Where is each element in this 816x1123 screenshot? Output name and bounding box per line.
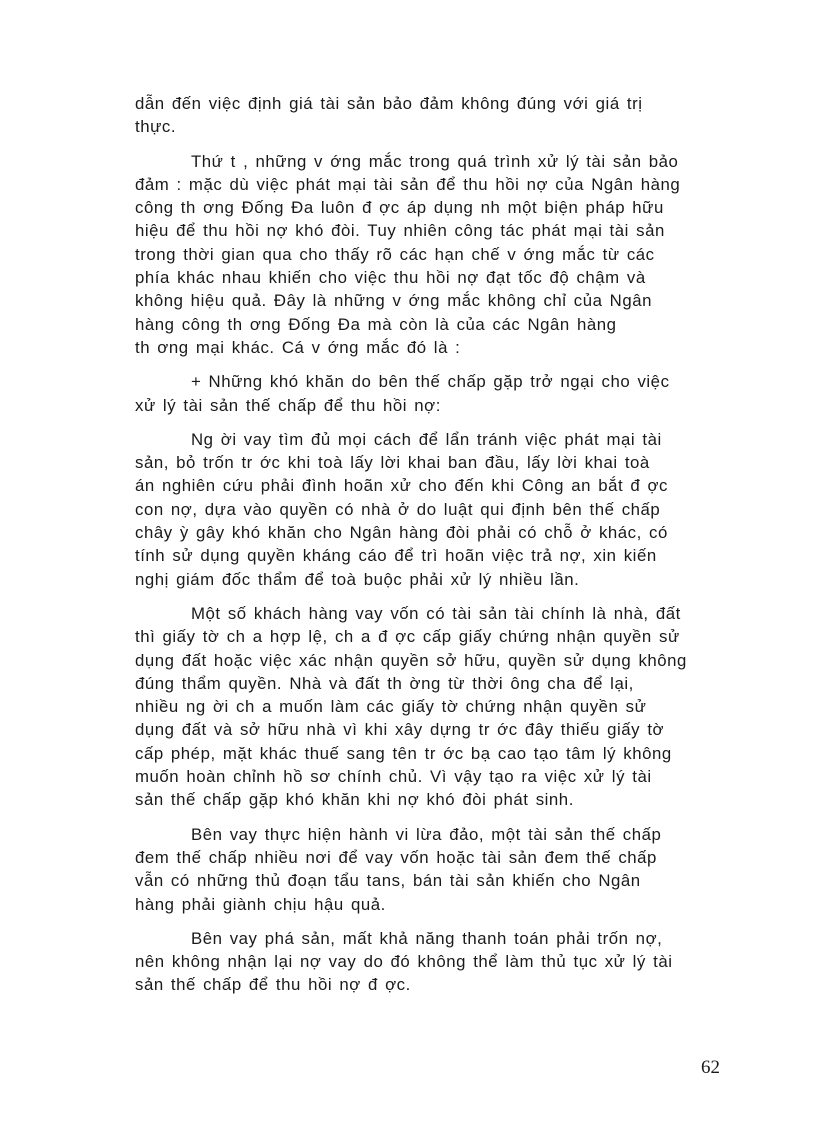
- text-line: Ng ời vay tìm đủ mọi cách để lẩn tránh việc phát mại tài: [191, 429, 662, 449]
- document-body: [135, 92, 719, 1008]
- page-number: 62: [701, 1057, 720, 1078]
- text-line: thực.: [135, 117, 177, 137]
- text-line: trong thời gian qua cho thấy rõ các hạn chế v ớng mắc từ các: [135, 244, 655, 264]
- text-line: nhiều ng ời ch a muốn làm các giấy tờ chứng nhận quyền sử: [135, 697, 647, 717]
- text-line: Một số khách hàng vay vốn có tài sản tài chính là nhà, đất: [191, 603, 681, 623]
- text-line: công th ơng Đống Đa luôn đ ợc áp dụng nh một biện pháp hữu: [135, 198, 664, 218]
- text-line: cấp phép, mặt khác thuế sang tên tr ớc bạ cao tạo tâm lý không: [135, 743, 672, 763]
- text-line: xử lý tài sản thế chấp để thu hồi nợ:: [135, 395, 441, 415]
- text-line: tính sử dụng quyền kháng cáo để trì hoãn việc trả nợ, xin kiến: [135, 546, 657, 566]
- text-line: nghị giám đốc thẩm để toà buộc phải xử lý nhiều lần.: [135, 569, 580, 589]
- text-line: án nghiên cứu phải đình hoãn xử cho đến khi Công an bắt đ ợc: [135, 476, 668, 496]
- text-line: vẫn có những thủ đoạn tẩu tans, bán tài sản khiến cho Ngân: [135, 871, 641, 891]
- paragraph-1: [135, 92, 719, 139]
- text-line: hiệu để thu hồi nợ khó đòi. Tuy nhiên công tác phát mại tài sản: [135, 221, 665, 241]
- text-line: dụng đất và sở hữu nhà vì khi xây dựng tr ớc đây thiếu giấy tờ: [135, 720, 665, 740]
- text-line: đảm : mặc dù việc phát mại tài sản để thu hồi nợ của Ngân hàng: [135, 174, 681, 194]
- text-line: muốn hoàn chỉnh hồ sơ chính chủ. Vì vậy tạo ra việc xử lý tài: [135, 767, 652, 787]
- text-line: nên không nhận lại nợ vay do đó không thể làm thủ tục xử lý tài: [135, 952, 673, 972]
- paragraph-5: [135, 602, 719, 812]
- text-line: + Những khó khăn do bên thế chấp gặp trở ngại cho việc: [191, 372, 670, 392]
- text-line: dẫn đến việc định giá tài sản bảo đảm không đúng với giá trị: [135, 94, 643, 113]
- text-line: hàng phải giành chịu hậu quả.: [135, 894, 386, 914]
- paragraph-4: [135, 428, 719, 591]
- text-line: sản, bỏ trốn tr ớc khi toà lấy lời khai ban đầu, lấy lời khai toà: [135, 453, 650, 473]
- text-line: đúng thẩm quyền. Nhà và đất th ờng từ thời ông cha để lại,: [135, 673, 634, 693]
- text-line: chây ỳ gây khó khăn cho Ngân hàng đòi phải có chỗ ở khác, có: [135, 523, 668, 543]
- text-line: sản thế chấp để thu hồi nợ đ ợc.: [135, 975, 411, 995]
- text-line: Thứ t , những v ớng mắc trong quá trình xử lý tài sản bảo: [191, 151, 679, 171]
- text-line: thì giấy tờ ch a hợp lệ, ch a đ ợc cấp giấy chứng nhận quyền sử: [135, 627, 680, 647]
- text-line: đem thế chấp nhiều nơi để vay vốn hoặc tài sản đem thế chấp: [135, 847, 657, 867]
- text-line: hàng công th ơng Đống Đa mà còn là của các Ngân hàng: [135, 314, 617, 334]
- text-line: phía khác nhau khiến cho việc thu hồi nợ đạt tốc độ chậm và: [135, 268, 646, 288]
- paragraph-6: [135, 823, 719, 916]
- text-line: con nợ, dựa vào quyền có nhà ở do luật qui định bên thế chấp: [135, 499, 661, 519]
- text-line: Bên vay phá sản, mất khả năng thanh toán phải trốn nợ,: [191, 928, 663, 948]
- text-line: Bên vay thực hiện hành vi lừa đảo, một tài sản thế chấp: [191, 824, 662, 844]
- text-line: th ơng mại khác. Cá v ớng mắc đó là :: [135, 337, 461, 357]
- text-line: không hiệu quả. Đây là những v ớng mắc không chỉ của Ngân: [135, 291, 652, 311]
- text-line: sản thế chấp gặp khó khăn khi nợ khó đòi phát sinh.: [135, 790, 574, 810]
- paragraph-7: [135, 927, 719, 997]
- paragraph-3: [135, 370, 719, 417]
- paragraph-2: [135, 150, 719, 360]
- text-line: dụng đất hoặc việc xác nhận quyền sở hữu, quyền sử dụng không: [135, 650, 687, 670]
